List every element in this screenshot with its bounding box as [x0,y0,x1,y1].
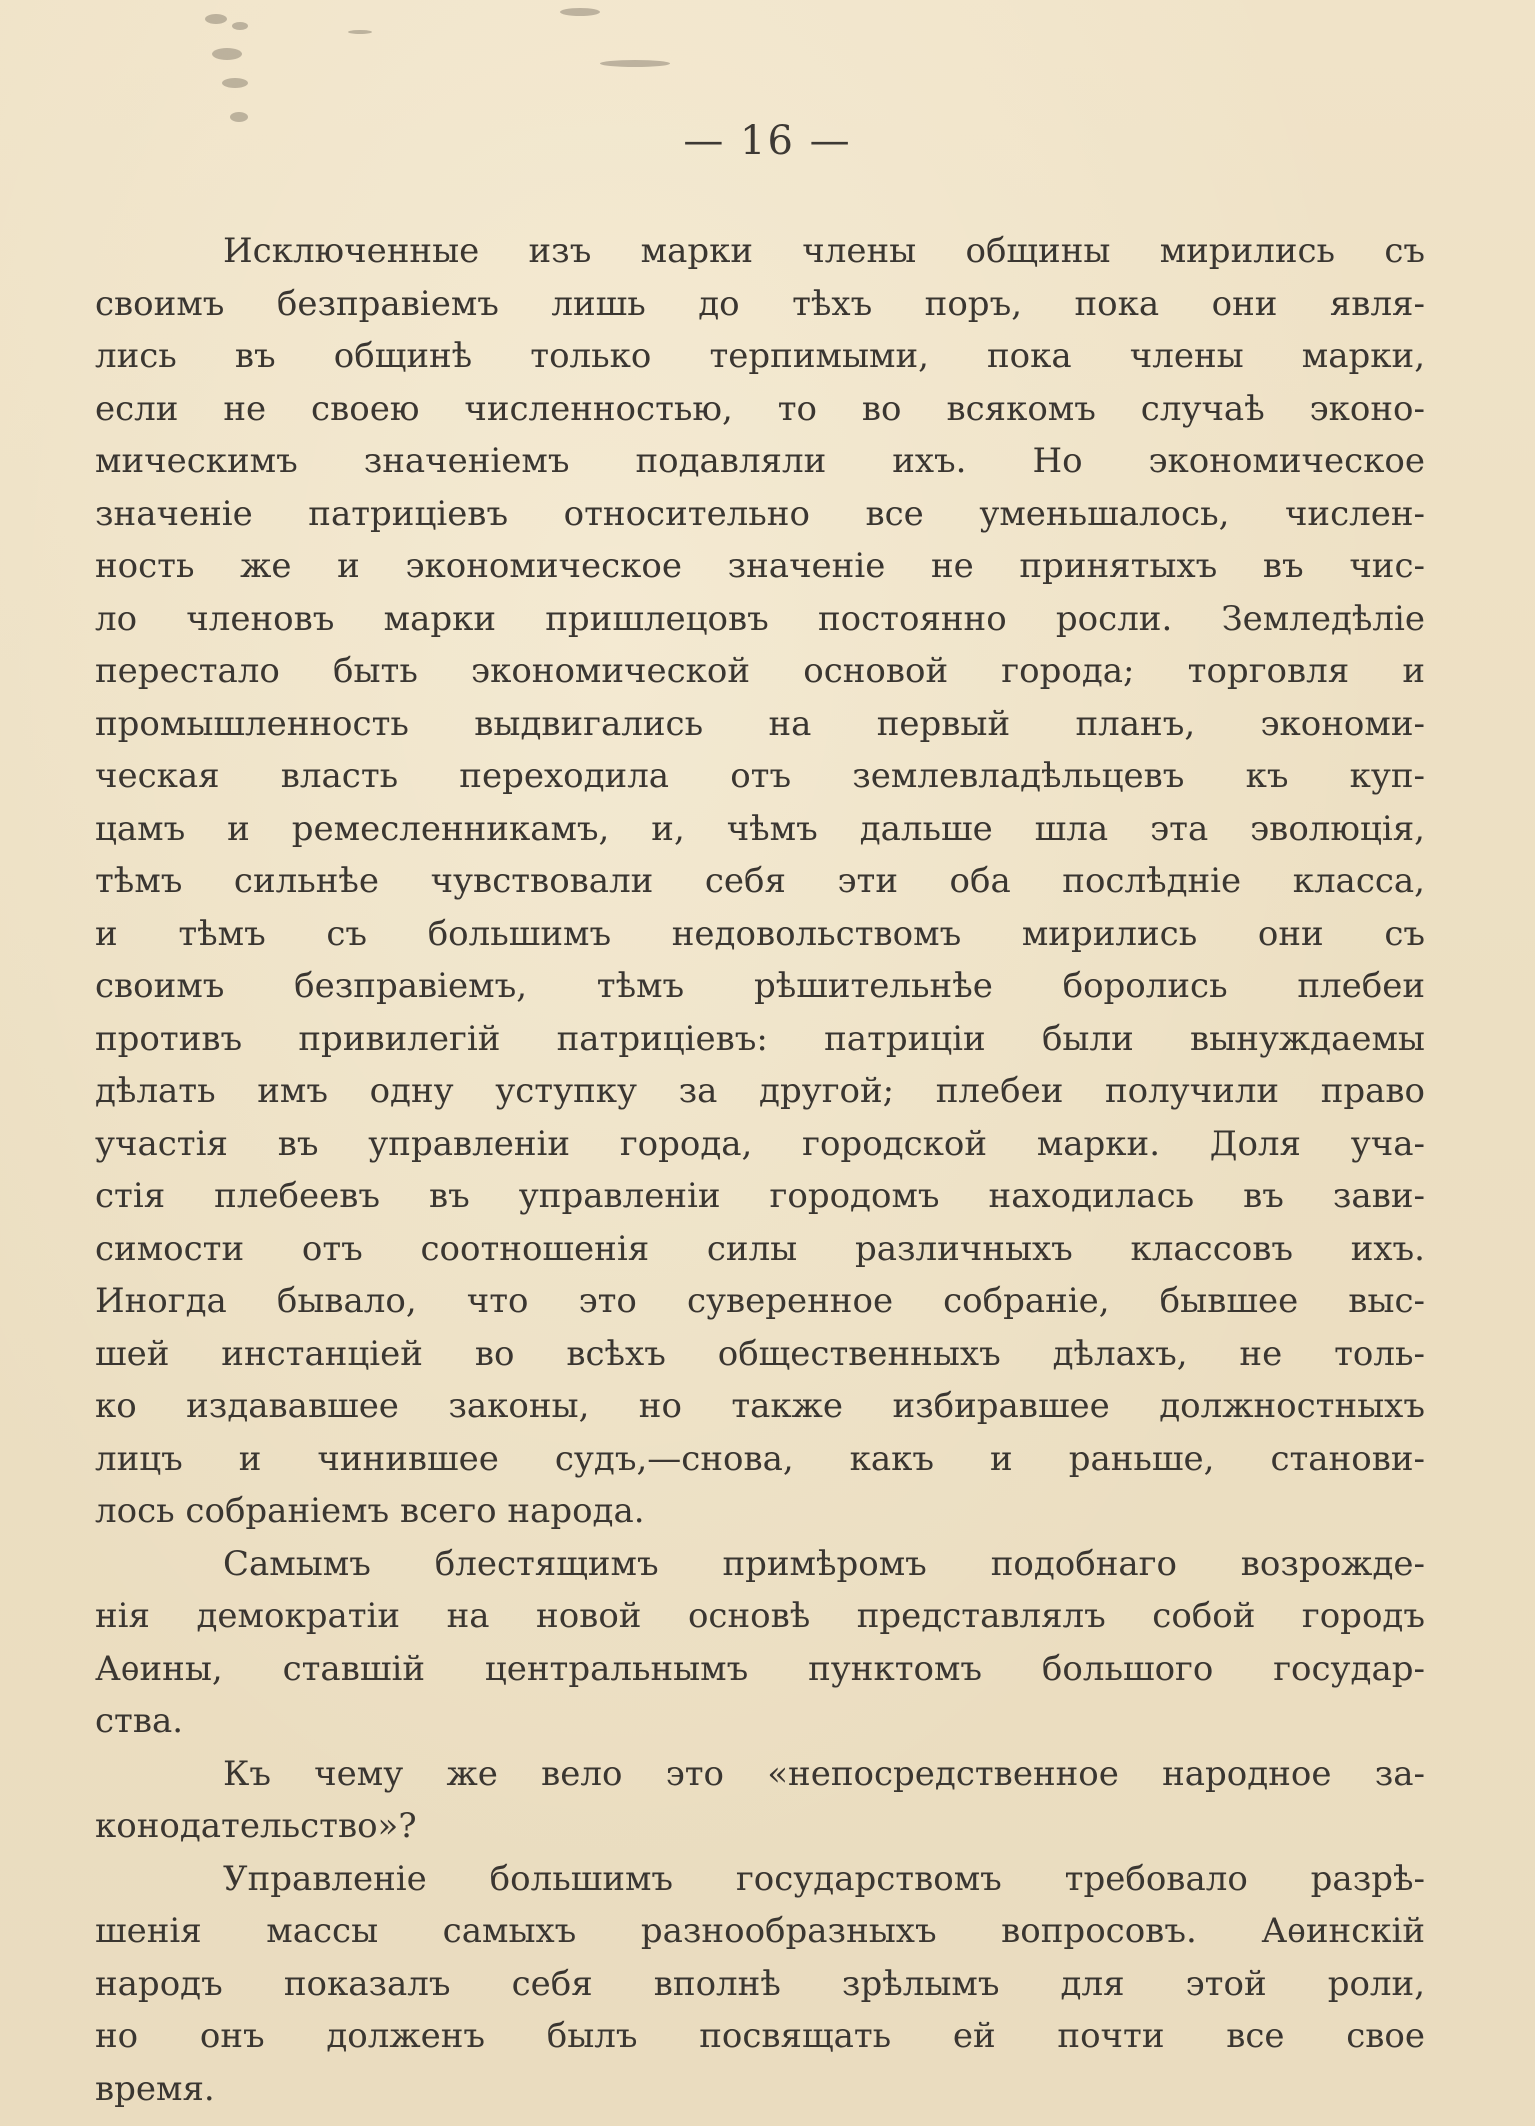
ink-smudge [205,14,227,24]
text-line: Исключенные изъ марки члены общины мирились съ [223,231,1425,271]
text-line: симости отъ соотношенія силы различныхъ классовъ ихъ. [95,1228,1425,1269]
text-line: лицъ и чинившее судъ,—снова, какъ и раньше, станови- [95,1438,1425,1479]
ink-smudge [232,22,248,30]
text-line: народъ показалъ себя вполнѣ зрѣлымъ для этой роли, [95,1963,1425,2004]
body-text [95,225,1425,2115]
text-line: своимъ безправіемъ лишь до тѣхъ поръ, пока они явля- [95,283,1425,324]
text-line: и тѣмъ съ большимъ недовольствомъ мирились они съ [95,913,1425,954]
text-line: лись въ общинѣ только терпимыми, пока члены марки, [95,336,1425,376]
ink-smudge [222,78,248,88]
text-line: если не своею численностью, то во всякомъ случаѣ эконо- [95,388,1425,429]
text-line: тѣмъ сильнѣе чувствовали себя эти оба послѣдніе класса, [95,861,1425,901]
ink-smudge [348,30,372,34]
text-line: перестало быть экономической основой города; торговля и [95,651,1425,691]
ink-smudge [560,8,600,16]
ink-smudge [212,48,242,60]
text-line: ло членовъ марки пришлецовъ постоянно росли. Земледѣліе [95,598,1425,639]
text-line: промышленность выдвигались на первый планъ, экономи- [95,703,1425,744]
text-line: ность же и экономическое значеніе не принятыхъ въ чис- [95,546,1425,586]
text-line: время. [95,2068,215,2109]
text-line: лось собраніемъ всего народа. [95,1491,645,1531]
text-line: своимъ безправіемъ, тѣмъ рѣшительнѣе боролись плебеи [95,966,1425,1006]
text-line: мическимъ значеніемъ подавляли ихъ. Но экономическое [95,441,1425,481]
text-line: значеніе патриціевъ относительно все уменьшалось, числен- [95,493,1425,534]
text-line: но онъ долженъ былъ посвящать ей почти все свое [95,2016,1425,2056]
ink-smudge [600,60,670,67]
text-line: конодательство»? [95,1806,417,1846]
text-line: шенія массы самыхъ разнообразныхъ вопросовъ. Аѳинскій [95,1911,1425,1951]
text-line: нія демократіи на новой основѣ представлялъ собой городъ [95,1596,1425,1636]
page-number: — 16 — [683,118,852,164]
text-line: участія въ управленіи города, городской марки. Доля уча- [95,1123,1425,1164]
text-line: Аѳины, ставшій центральнымъ пунктомъ большого государ- [95,1648,1425,1689]
text-line: стія плебеевъ въ управленіи городомъ находилась въ зави- [95,1176,1425,1216]
text-line: ко издававшее законы, но также избиравшее должностныхъ [95,1386,1425,1426]
text-line: Управленіе большимъ государствомъ требовало разрѣ- [223,1858,1425,1899]
text-line: Иногда бывало, что это суверенное собраніе, бывшее выс- [95,1281,1425,1321]
text-line: противъ привилегій патриціевъ: патриціи были вынуждаемы [95,1018,1425,1059]
text-line: ческая власть переходила отъ землевладѣльцевъ къ куп- [95,756,1425,796]
text-line: ства. [95,1701,184,1741]
text-line: шей инстанціей во всѣхъ общественныхъ дѣлахъ, не толь- [95,1333,1425,1374]
text-line: цамъ и ремесленникамъ, и, чѣмъ дальше шла эта эволюція, [95,808,1425,849]
text-line: Къ чему же вело это «непосредственное народное за- [223,1753,1425,1794]
text-line: Самымъ блестящимъ примѣромъ подобнаго возрожде- [223,1543,1425,1584]
text-line: дѣлать имъ одну уступку за другой; плебеи получили право [95,1071,1425,1111]
